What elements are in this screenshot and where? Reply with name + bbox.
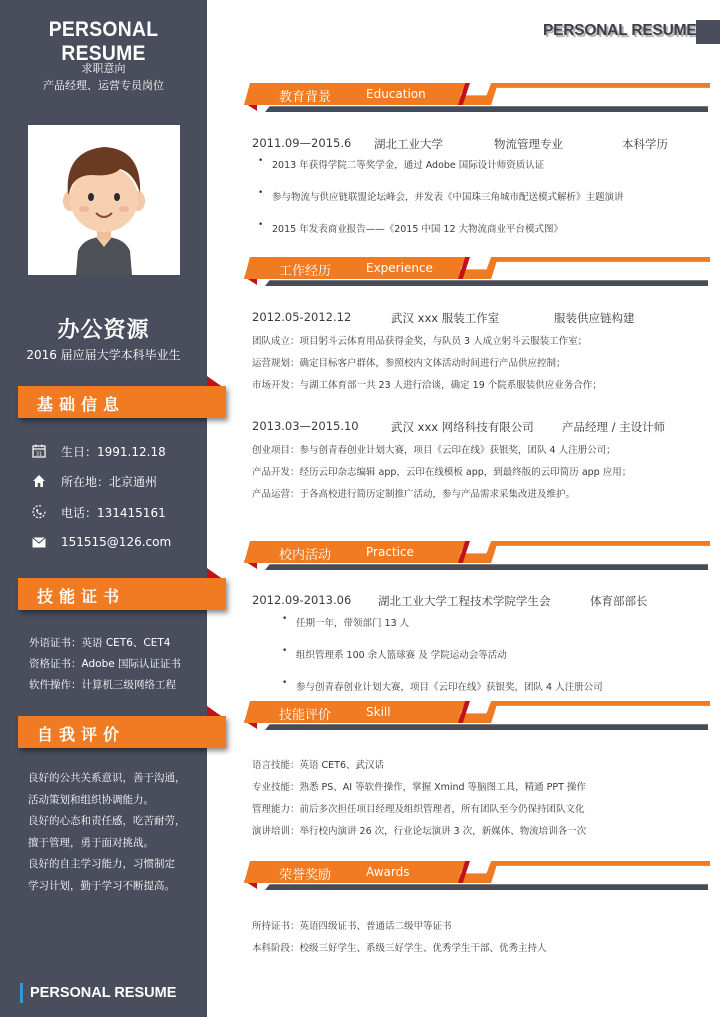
education-bullet: • 2013 年获得学院二等奖学金，通过 Adobe 国际设计师资质认证: [272, 157, 544, 171]
email-text: 151515@126.com: [61, 535, 172, 549]
mail-icon: [30, 535, 48, 549]
skill-line: 演讲培训：举行校内演讲 26 次，行业论坛演讲 3 次，新媒体、物流培训各一次: [252, 826, 587, 837]
education-bullet: • 2015 年发表商业报告——《2015 中国 12 大物流商业平台模式图》: [272, 221, 563, 235]
home-icon: [30, 474, 48, 488]
award-line: 所持证书：英语四级证书、普通话二级甲等证书: [252, 921, 452, 932]
self-eval-line: 学习计划，勤于学习不断提高。: [28, 879, 175, 892]
job-detail-line: 市场开发：与湖工体育部一共 23 人进行洽谈，确定 19 个院系服装供应业务合作；: [252, 380, 602, 391]
person-subtitle: 2016 届应届大学本科毕业生: [26, 348, 181, 362]
education-degree: 本科学历: [622, 137, 668, 151]
section-title-en: Practice: [366, 545, 414, 559]
avatar-illustration: [28, 125, 180, 275]
email-row: [30, 533, 171, 551]
certificates-heading: 技能证书: [37, 587, 126, 606]
section-title-en: Education: [366, 87, 426, 101]
section-title-zh: 教育背景: [279, 90, 332, 105]
self-eval-text: [28, 768, 196, 897]
section-title-zh: 技能评价: [279, 708, 332, 723]
footer-title: PERSONAL RESUME: [30, 985, 177, 1001]
job-intent-label: 求职意向: [81, 62, 126, 75]
sidebar: [0, 0, 207, 1017]
section-header-education: [244, 83, 712, 111]
campus-org: 湖北工业大学工程技术学院学生会: [378, 594, 551, 608]
job-detail-line: 团队成立：项目躬斗云体育用品获得金奖，与队员 3 人成立躬斗云服装工作室；: [252, 336, 588, 347]
footer-accent-bar: [20, 983, 23, 1003]
campus-bullet: • 参与创青春创业计划大赛，项目《云印在线》获银奖，团队 4 人注册公司: [296, 679, 603, 693]
sidebar-footer: [20, 983, 176, 1003]
section-header-practice: [244, 541, 712, 569]
phone-row: [30, 503, 166, 521]
job-detail-line: 产品开发：经历云印杂志编辑 app，云印在线模板 app，到最终版的云印简历 app 应用；: [252, 467, 632, 478]
section-header-skill: [244, 701, 712, 729]
person-name: 办公资源: [57, 318, 150, 343]
basic-info-banner: [18, 386, 226, 418]
education-period: 2011.09—2015.6: [252, 136, 352, 150]
calendar-icon: [30, 444, 48, 458]
campus-role: 体育部部长: [590, 594, 648, 608]
birthday-text: 生日：1991.12.18: [61, 444, 166, 459]
certificate-item: 外语证书：英语 CET6、CET4: [29, 637, 171, 649]
self-eval-line: 良好的自主学习能力，习惯制定: [28, 858, 175, 870]
education-major: 物流管理专业: [494, 137, 563, 151]
skill-line: 管理能力：前后多次担任项目经理及组织管理者，所有团队至今仍保持团队文化: [252, 804, 585, 815]
section-title-zh: 荣誉奖励: [279, 868, 332, 883]
certificate-item: 资格证书：Adobe 国际认证证书: [29, 658, 182, 670]
location-text: 所在地：北京通州: [61, 474, 158, 489]
job-role: 服装供应链构建: [554, 311, 635, 325]
section-title-en: Skill: [366, 705, 391, 719]
skill-line: 语言技能：英语 CET6、武汉话: [252, 760, 385, 771]
section-header-awards: [244, 861, 712, 889]
phone-text: 电话：131415161: [61, 505, 166, 520]
location-row: [30, 472, 157, 490]
award-line: 本科阶段：校级三好学生、系级三好学生、优秀学生干部、优秀主持人: [252, 943, 547, 954]
job-detail-line: 创业项目：参与创青春创业计划大赛，项目《云印在线》获银奖，团队 4 人注册公司；: [252, 445, 616, 456]
job-role: 产品经理 / 主设计师: [562, 420, 666, 434]
job-intent-value: 产品经理、运营专员岗位: [43, 79, 164, 92]
skill-line: 专业技能：熟悉 PS、AI 等软件操作，掌握 Xmind 等脑图工具，精通 PPT 操作: [252, 782, 586, 793]
self-eval-heading: 自我评价: [37, 725, 126, 744]
sidebar-title: PERSONAL RESUME: [48, 18, 159, 65]
certificate-item: 软件操作：计算机三级网络工程: [29, 679, 176, 691]
certificates-banner: [18, 578, 226, 610]
basic-info-heading: 基础信息: [37, 395, 126, 414]
job-detail-line: 运营规划：确定目标客户群体，参照校内文体活动时间进行产品供应控制；: [252, 358, 566, 369]
education-bullet: • 参与物流与供应链联盟论坛峰会，并发表《中国珠三角城市配送模式解析》主题演讲: [272, 189, 624, 203]
campus-period: 2012.09-2013.06: [252, 593, 352, 607]
self-eval-line: 良好的公共关系意识，善于沟通，: [28, 772, 186, 784]
education-school: 湖北工业大学: [374, 137, 443, 151]
self-eval-line: 擅于管理，勇于面对挑战。: [28, 836, 154, 849]
phone-icon: [30, 505, 48, 519]
section-header-experience: [244, 257, 712, 285]
job-intent: [0, 60, 207, 94]
section-title-en: Awards: [366, 865, 410, 879]
campus-bullet: • 任期一年，带领部门 13 人: [296, 615, 409, 629]
section-title-en: Experience: [366, 261, 433, 275]
self-eval-banner: [18, 716, 226, 748]
section-title-zh: 校内活动: [279, 548, 332, 563]
campus-bullet: • 组织管理系 100 余人篮球赛 及 学院运动会等活动: [296, 647, 507, 661]
job-company: 武汉 xxx 网络科技有限公司: [391, 420, 534, 434]
svg-text:31: 31: [35, 451, 43, 458]
self-eval-line: 活动策划和组织协调能力。: [28, 793, 154, 806]
avatar: [28, 125, 180, 275]
self-eval-line: 良好的心态和责任感，吃苦耐劳，: [28, 815, 186, 827]
job-period: 2013.03—2015.10: [252, 419, 359, 433]
header-block: [696, 20, 720, 44]
header-title: PERSONAL RESUME: [543, 22, 697, 39]
birthday-row: [30, 442, 166, 460]
job-period: 2012.05-2012.12: [252, 310, 352, 324]
section-title-zh: 工作经历: [279, 264, 332, 279]
job-detail-line: 产品运营：于各高校进行简历定制推广活动，参与产品需求采集改进及维护。: [252, 489, 576, 500]
job-company: 武汉 xxx 服装工作室: [391, 311, 500, 325]
